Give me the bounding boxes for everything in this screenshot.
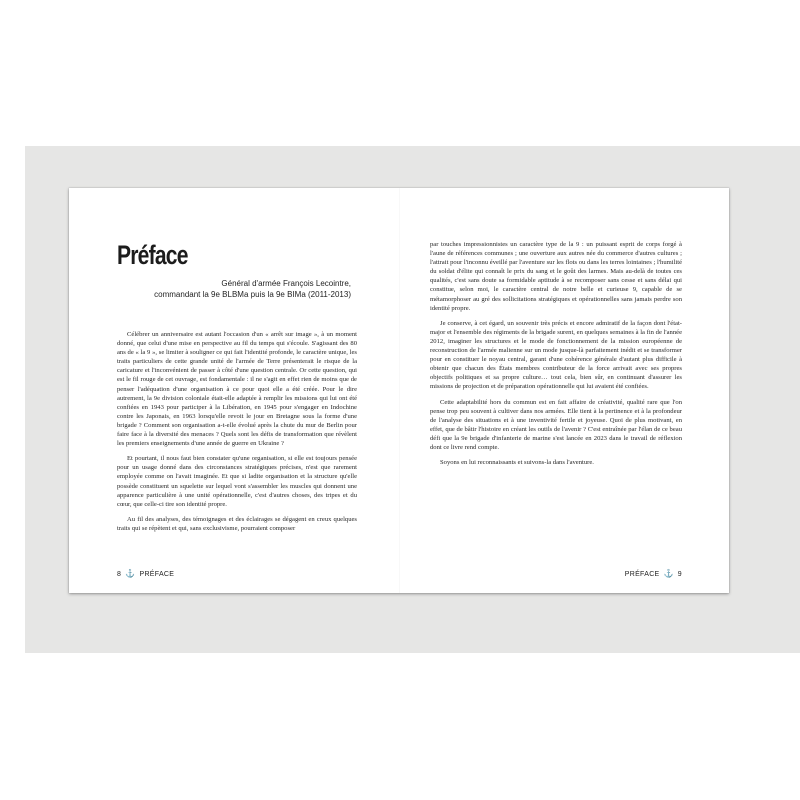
paragraph: Je conserve, à cet égard, un souvenir très précis et encore admiratif de la façon dont l'état-major et l'ensemble des régiments de la brigade surent, en quelques semaines à la fin de l'année 2012, imaginer les structures et le mode de fonctionnement de la mission européenne de reconstruction de l'armée malienne sur un mode jusque-là parfaitement inédit et se transformer pour en constituer le noyau central, garant d'une cohérence générale d'autant plus difficile à obtenir que chacun des États membres contributeur de la force arrivait avec ses propres objectifs politiques et sa propre culture… tout cela, bien sûr, en continuant d'assurer les missions de projection et de préparation opérationnelle qui lui avaient été confiées. (430, 319, 682, 391)
page-number: 8 (117, 570, 122, 578)
paragraph: Cette adaptabilité hors du commun est en fait affaire de créativité, qualité rare que l'on pense trop peu souvent à cultiver dans nos armées. Elle tient à la pertinence et à la profondeur de l'analyse des situations et à une inventivité fertile et joyeuse. Quoi de plus motivant, en effet, que de bâtir l'histoire en créant les outils de l'avenir ? C'est entraînée par l'élan de ce beau défi que la 9e brigade d'infanterie de marine s'est lancée en 2023 dans le travail de réflexion dont ce livre rend compte. (430, 398, 682, 451)
paragraph: par touches impressionnistes un caractère type de la 9 : un puissant esprit de corps forgé à l'aune de références communes ; une ouverture aux autres née du commerce d'autres cultures ; l'attrait pour l'inconnu éveillé par l'aventure sur les flots ou dans les terres lointaines ; l'humilité du soldat d'élite qui connaît le prix du sang et le goût des larmes. Mais au-delà de toutes ces qualités, c'est sans doute sa formidable aptitude à se recomposer sans cesse et sans délai qui constitue, selon moi, le caractère central de notre belle et curieuse 9, capable de se métamorphoser au gré des sollicitations stratégiques et opérationnelles sans jamais perdre son identité propre. (430, 241, 682, 312)
left-folio (117, 570, 174, 578)
anchor-icon: ⚓ (125, 569, 136, 578)
page-title: Préface (117, 240, 188, 270)
right-folio (625, 570, 682, 578)
right-body-text (430, 240, 682, 473)
anchor-icon: ⚓ (663, 569, 674, 578)
right-page (400, 188, 730, 593)
running-head: PRÉFACE (139, 570, 175, 578)
book-spread (69, 188, 729, 593)
paragraph: Au fil des analyses, des témoignages et des éclairages se dégagent en creux quelques traits qui se répètent et qui, sans exclusivisme, pourraient composer (117, 515, 357, 532)
left-body-text (117, 330, 357, 539)
running-head: PRÉFACE (624, 570, 660, 578)
author-byline (91, 278, 351, 300)
page-number: 9 (677, 570, 682, 578)
byline-line-2: commandant la 9e BLBMa puis la 9e BIMa (2011-2013) (154, 290, 351, 299)
left-page (69, 188, 399, 593)
paragraph: Soyons en lui reconnaissants et suivons-la dans l'aventure. (440, 459, 594, 467)
byline-line-1: Général d'armée François Lecointre, (221, 279, 351, 288)
paragraph: Et pourtant, il nous faut bien constater qu'une organisation, si elle est toujours pensée pour un usage donné dans des circonstances stratégiques précises, n'est que rarement employée comme on l'avait imaginée. Et que si ladite organisation et la structure qu'elle possède constituent un squelette sur lequel vont s'assembler les muscles qui donnent une apparence particulière à une unité opérationnelle, c'est d'autres choses, des tripes et du cœur, que celle-ci tire son identité propre. (117, 455, 357, 508)
paragraph: Célébrer un anniversaire est autant l'occasion d'un « arrêt sur image », à un moment donné, que celui d'une mise en perspective au fil du temps qui s'écoule. S'agissant des 80 ans de « la 9 », se limiter à souligner ce qui fait l'identité profonde, le caractère unique, les traits particuliers de cette grande unité de l'armée de Terre présenterait le risque de la caricature et l'inconvénient de passer à côté d'une question centrale. Or cette question, qui est le fil rouge de cet ouvrage, est fondamentale : il ne s'agit en effet rien de moins que de penser l'adéquation d'une organisation à ce pour quoi elle a été créée. Pour le dire autrement, la 9e division coloniale était-elle adaptée à remplir les missions qui lui ont été confiées en 1943 pour participer à la Libération, en 1945 pour s'engager en Indochine contre les Japonais, en 1963 lorsqu'elle revoit le jour en Bretagne sous la forme d'une brigade ? Comment son organisation a-t-elle évolué après la chute du mur de Berlin pour faire face à la diversité des menaces ? Quels sont les défis de transformation que révèlent les premiers enseignements d'une année de guerre en Ukraine ? (117, 331, 357, 448)
